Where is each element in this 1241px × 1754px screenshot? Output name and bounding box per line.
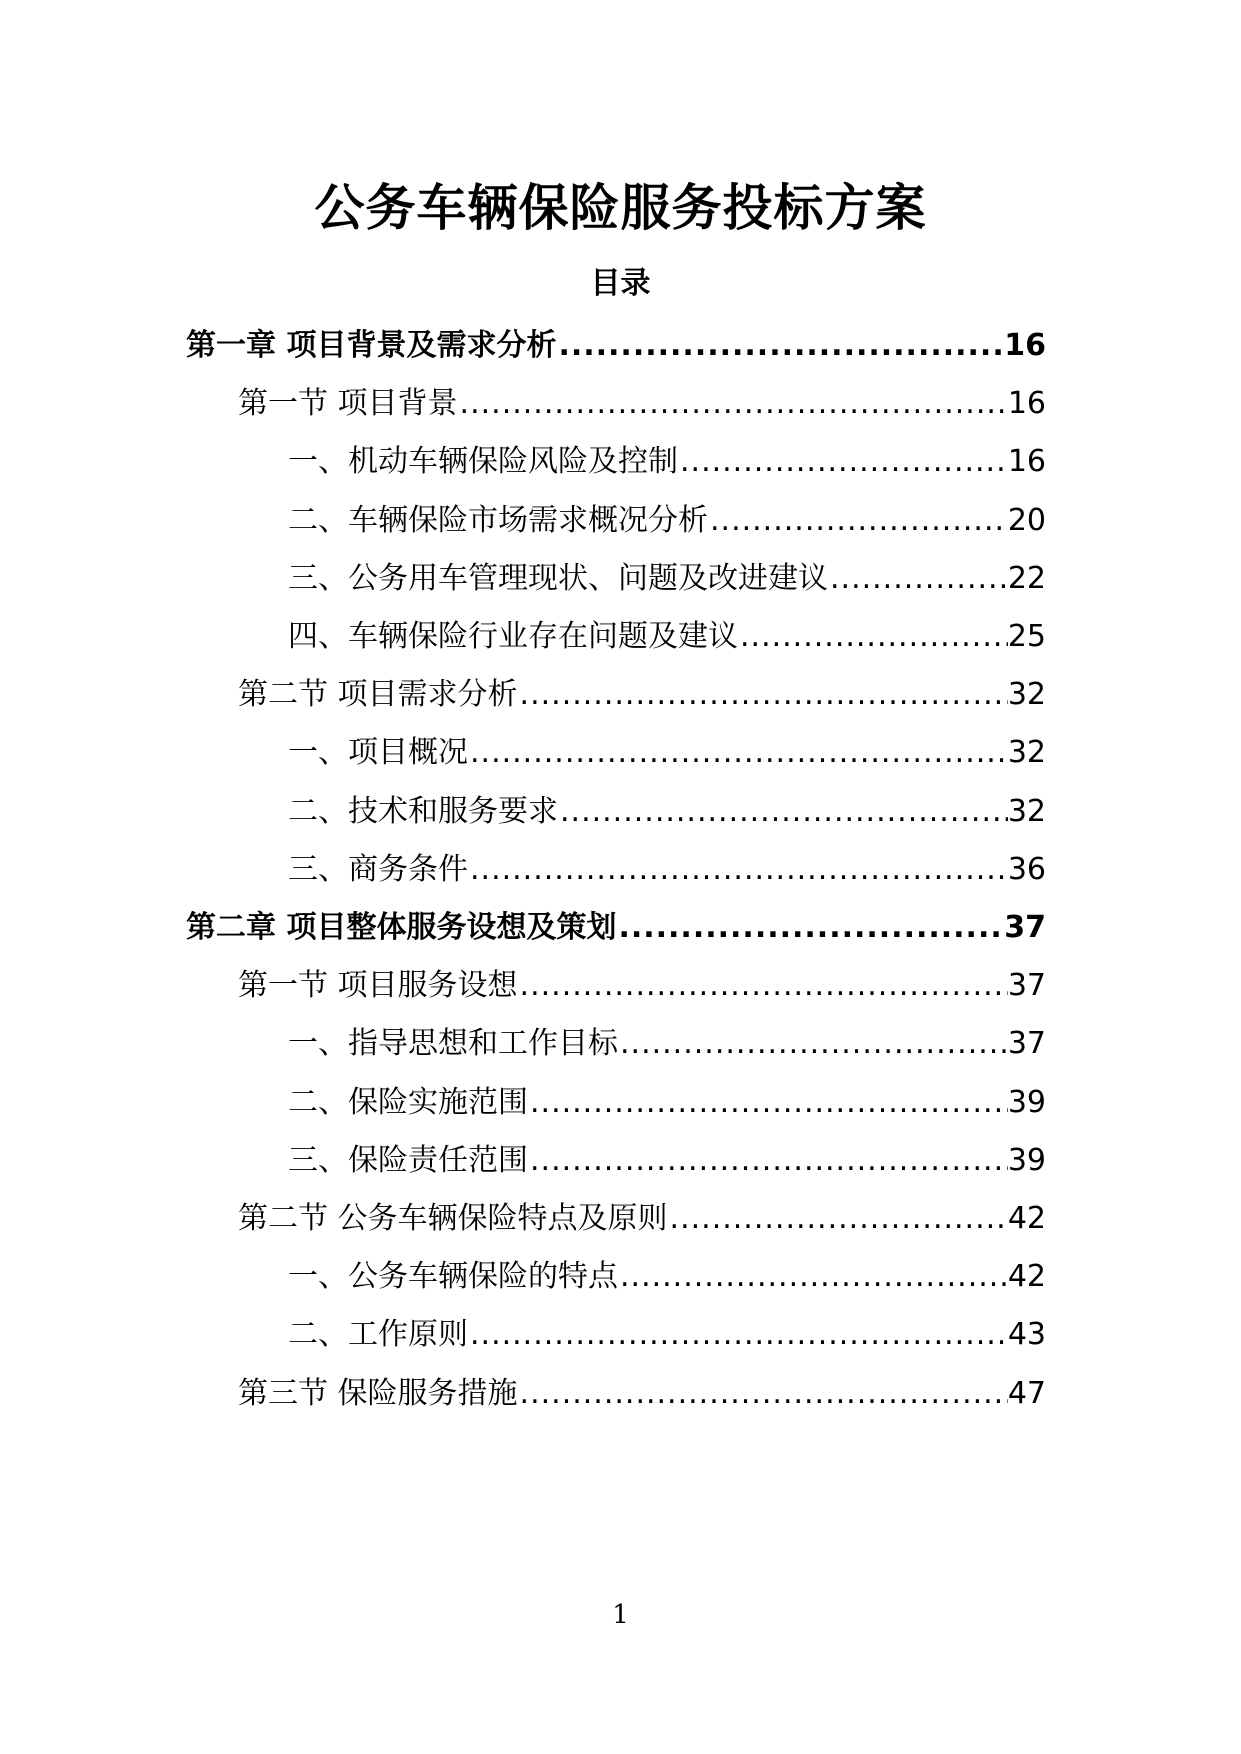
- toc-entry-label: 一、指导思想和工作目标: [288, 1026, 618, 1061]
- toc-entry-label: 第二节 公务车辆保险特点及原则: [238, 1201, 668, 1236]
- toc-entry-label: 第二节 项目需求分析: [238, 677, 518, 712]
- toc-dot-leader: [558, 788, 1008, 836]
- toc-dot-leader: [518, 671, 1008, 719]
- toc-dot-leader: [738, 613, 1008, 661]
- toc-entry[interactable]: [288, 555, 1046, 603]
- toc-entry[interactable]: [186, 904, 1046, 952]
- toc-dot-leader: [458, 380, 1008, 428]
- toc-dot-leader: [468, 846, 1008, 894]
- toc-entry-page-number: 22: [1007, 561, 1046, 596]
- page-number: 1: [612, 1600, 629, 1630]
- toc-entry-label: 三、公务用车管理现状、问题及改进建议: [288, 561, 828, 596]
- toc-entry-page-number: 39: [1007, 1085, 1046, 1120]
- toc-dot-leader: [618, 1253, 1008, 1301]
- toc-entry[interactable]: [288, 1020, 1046, 1068]
- toc-entry[interactable]: [288, 1137, 1046, 1185]
- toc-entry[interactable]: [288, 613, 1046, 661]
- toc-entry-label: 四、车辆保险行业存在问题及建议: [288, 619, 738, 654]
- toc-dot-leader: [708, 497, 1008, 545]
- toc-entry-label: 二、车辆保险市场需求概况分析: [288, 503, 708, 538]
- toc-entry[interactable]: [288, 846, 1046, 894]
- toc-dot-leader: [518, 1370, 1008, 1418]
- toc-entry[interactable]: [288, 788, 1046, 836]
- toc-entry[interactable]: [186, 322, 1046, 370]
- toc-entry[interactable]: [288, 729, 1046, 777]
- toc-entry-label: 二、技术和服务要求: [288, 794, 558, 829]
- toc-entry-label: 二、工作原则: [288, 1317, 468, 1352]
- toc-entry-page-number: 37: [1007, 1026, 1046, 1061]
- toc-entry-page-number: 16: [1007, 444, 1046, 479]
- toc-entry-label: 一、项目概况: [288, 735, 468, 770]
- toc-entry-label: 第三节 保险服务措施: [238, 1376, 518, 1411]
- toc-entry-page-number: 42: [1007, 1201, 1046, 1236]
- toc-entry-page-number: 20: [1007, 503, 1046, 538]
- toc-entry-page-number: 16: [1004, 328, 1046, 363]
- toc-entry-label: 一、公务车辆保险的特点: [288, 1259, 618, 1294]
- toc-entry-label: 第一章 项目背景及需求分析: [186, 328, 557, 363]
- toc-entry-label: 第一节 项目服务设想: [238, 968, 518, 1003]
- toc-entry-page-number: 37: [1007, 968, 1046, 1003]
- toc-entry-page-number: 32: [1007, 735, 1046, 770]
- toc-entry-page-number: 37: [1004, 910, 1046, 945]
- toc-entry-page-number: 42: [1007, 1259, 1046, 1294]
- toc-entry-page-number: 39: [1007, 1143, 1046, 1178]
- toc-entry[interactable]: [288, 1079, 1046, 1127]
- toc-entry-label: 第一节 项目背景: [238, 386, 458, 421]
- toc-entry[interactable]: [288, 1311, 1046, 1359]
- toc-dot-leader: [668, 1195, 1008, 1243]
- toc-entry[interactable]: [288, 497, 1046, 545]
- toc-entry-label: 三、商务条件: [288, 852, 468, 887]
- toc-dot-leader: [468, 1311, 1008, 1359]
- toc-entry-page-number: 25: [1007, 619, 1046, 654]
- toc-dot-leader: [468, 729, 1008, 777]
- toc-entry-page-number: 43: [1007, 1317, 1046, 1352]
- toc-entry[interactable]: [238, 380, 1046, 428]
- toc-entry-page-number: 32: [1007, 677, 1046, 712]
- toc-dot-leader: [618, 1020, 1008, 1068]
- toc-dot-leader: [528, 1079, 1008, 1127]
- toc-entry[interactable]: [288, 1253, 1046, 1301]
- toc-entry-label: 三、保险责任范围: [288, 1143, 528, 1178]
- toc-entry-page-number: 32: [1007, 794, 1046, 829]
- toc-entry-label: 第二章 项目整体服务设想及策划: [186, 910, 617, 945]
- toc-entry-label: 一、机动车辆保险风险及控制: [288, 444, 678, 479]
- toc-dot-leader: [528, 1137, 1008, 1185]
- toc-entry-page-number: 47: [1007, 1376, 1046, 1411]
- toc-dot-leader: [556, 322, 1004, 370]
- toc-entry[interactable]: [238, 671, 1046, 719]
- toc-entry[interactable]: [238, 1195, 1046, 1243]
- toc-dot-leader: [678, 438, 1008, 486]
- toc-entry[interactable]: [288, 438, 1046, 486]
- toc-entry-page-number: 36: [1007, 852, 1046, 887]
- toc-entry-page-number: 16: [1007, 386, 1046, 421]
- toc-heading: 目录: [590, 266, 651, 301]
- document-title: 公务车辆保险服务投标方案: [314, 179, 927, 237]
- toc-entry[interactable]: [238, 1370, 1046, 1418]
- toc-entry[interactable]: [238, 962, 1046, 1010]
- toc-dot-leader: [518, 962, 1008, 1010]
- toc-dot-leader: [616, 904, 1004, 952]
- toc-dot-leader: [828, 555, 1008, 603]
- toc-entry-label: 二、保险实施范围: [288, 1085, 528, 1120]
